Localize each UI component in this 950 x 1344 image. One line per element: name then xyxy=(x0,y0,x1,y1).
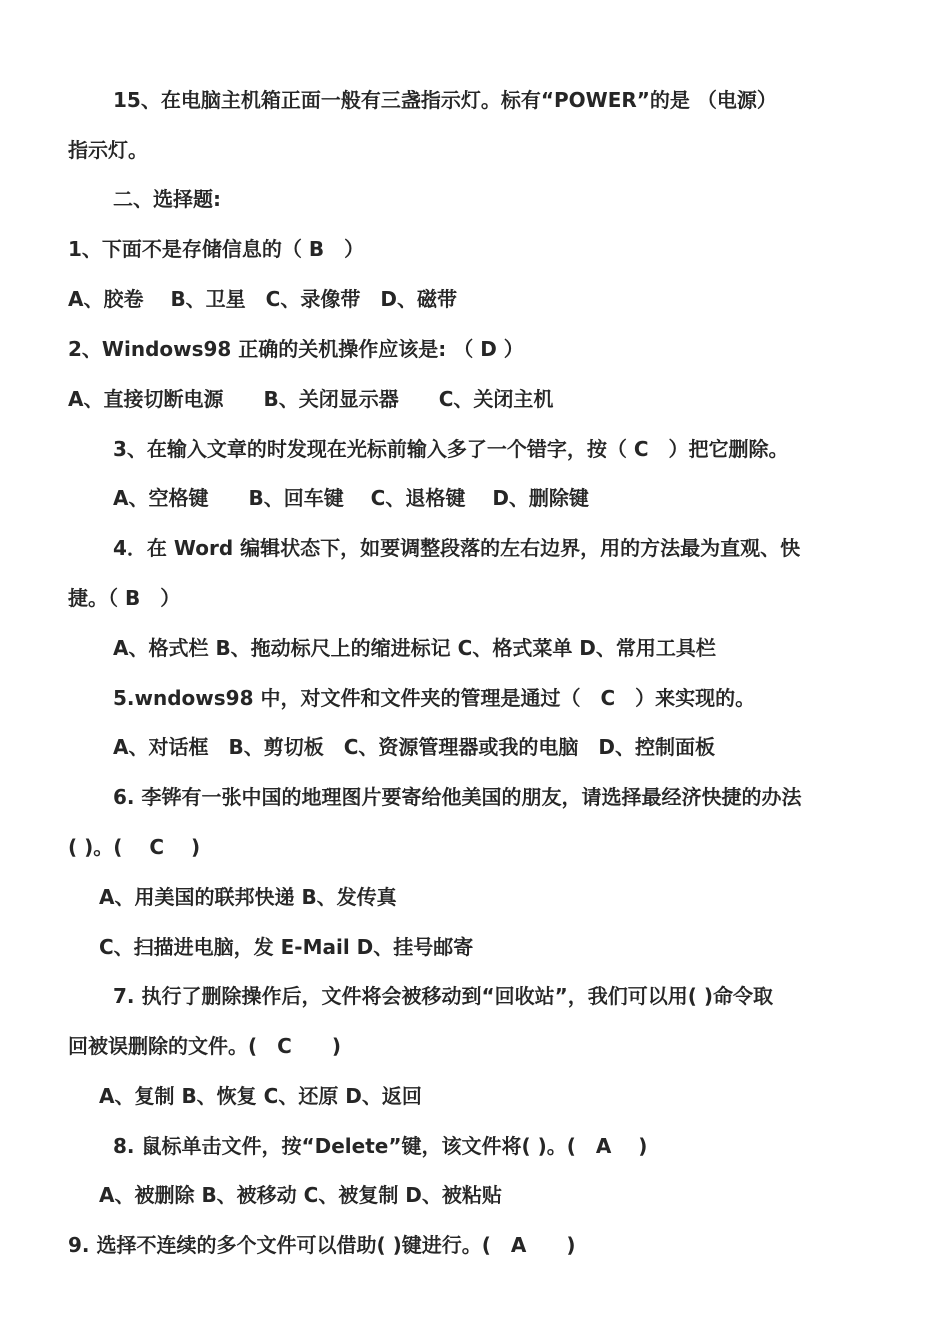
question-3: 3、在输入文章的时发现在光标前输入多了一个错字，按（ C ）把它删除。 xyxy=(113,437,789,461)
question-5: 5.wndows98 中，对文件和文件夹的管理是通过（ C ）来实现的。 xyxy=(113,686,756,710)
question-6-line-2: ( )。( C ) xyxy=(68,835,201,859)
question-7-line-1: 7. 执行了删除操作后，文件将会被移动到“回收站”，我们可以用( )命令取 xyxy=(113,984,774,1008)
question-15-line-1: 15、在电脑主机箱正面一般有三盏指示灯。标有“POWER”的是 （电源） xyxy=(113,88,777,112)
question-1: 1、下面不是存储信息的（ B ） xyxy=(68,237,365,261)
question-1-options: A、胶卷 B、卫星 C、录像带 D、磁带 xyxy=(68,287,457,311)
question-4-line-1: 4．在 Word 编辑状态下，如要调整段落的左右边界，用的方法最为直观、快 xyxy=(113,536,801,560)
question-5-options: A、对话框 B、剪切板 C、资源管理器或我的电脑 D、控制面板 xyxy=(113,735,716,759)
question-9: 9. 选择不连续的多个文件可以借助( )键进行。( A ) xyxy=(68,1233,576,1257)
question-3-options: A、空格键 B、回车键 C、退格键 D、删除键 xyxy=(113,486,589,510)
question-2: 2、Windows98 正确的关机操作应该是: （ D ） xyxy=(68,337,524,361)
section-heading-choice: 二、选择题: xyxy=(113,187,221,211)
question-15-line-2: 指示灯。 xyxy=(68,138,148,162)
question-2-options: A、直接切断电源 B、关闭显示器 C、关闭主机 xyxy=(68,387,554,411)
question-4-options: A、格式栏 B、拖动标尺上的缩进标记 C、格式菜单 D、常用工具栏 xyxy=(113,636,716,660)
question-4-line-2: 捷。（ B ） xyxy=(68,586,181,610)
question-8: 8. 鼠标单击文件，按“Delete”键，该文件将( )。( A ) xyxy=(113,1134,648,1158)
question-6-line-1: 6. 李铧有一张中国的地理图片要寄给他美国的朋友，请选择最经济快捷的办法 xyxy=(113,785,802,809)
question-6-options-2: C、扫描进电脑，发 E-Mail D、挂号邮寄 xyxy=(99,935,474,959)
question-7-options: A、复制 B、恢复 C、还原 D、返回 xyxy=(99,1084,422,1108)
question-8-options: A、被删除 B、被移动 C、被复制 D、被粘贴 xyxy=(99,1183,502,1207)
question-6-options-1: A、用美国的联邦快递 B、发传真 xyxy=(99,885,397,909)
question-7-line-2: 回被误删除的文件。( C ) xyxy=(68,1034,341,1058)
